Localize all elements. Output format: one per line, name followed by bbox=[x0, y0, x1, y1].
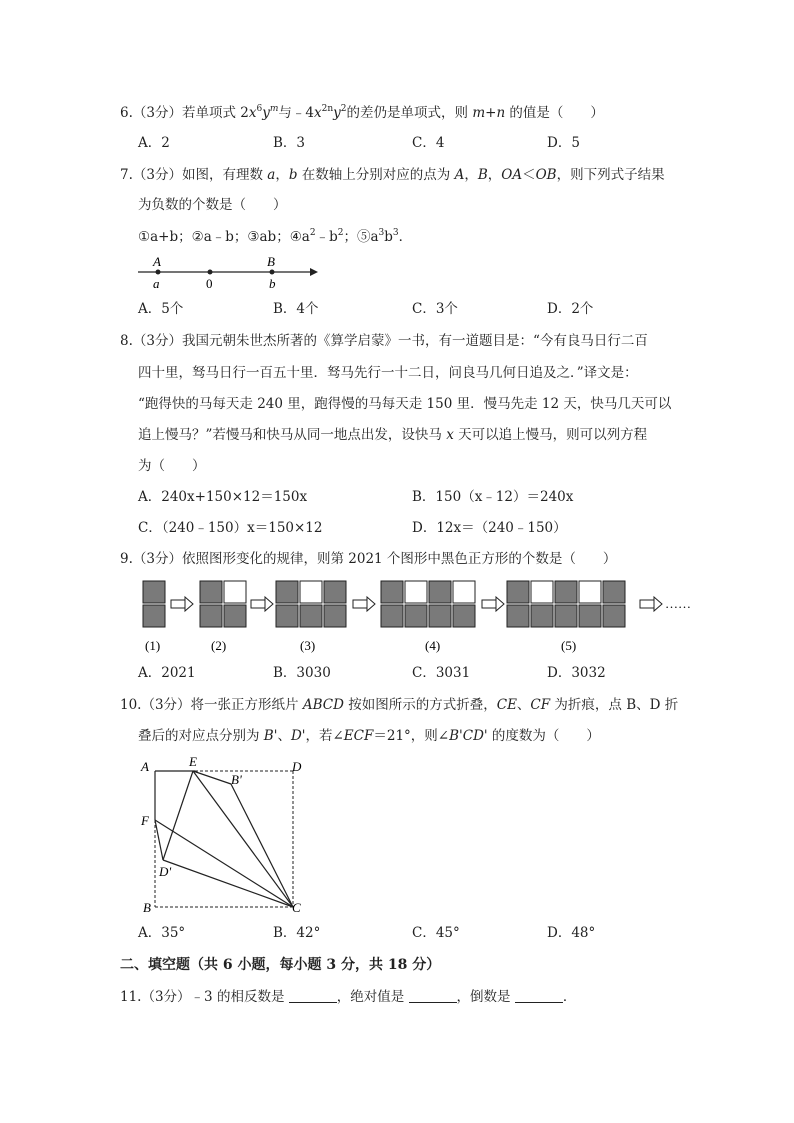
q10-stem-line1: 10.（3分）将一张正方形纸片 ABCD 按如图所示的方式折叠，CE、CF 为折痕，点 B、D 折 bbox=[120, 697, 679, 713]
q11-stem: 11.（3分）﹣3 的相反数是 ，绝对值是 ，倒数是 ． bbox=[120, 989, 577, 1005]
q8-stem-line5: 为（ ） bbox=[138, 458, 206, 474]
q8-option-b: B．150（x﹣12）＝240x bbox=[412, 489, 574, 505]
arrow-icon bbox=[171, 597, 193, 611]
blank-1[interactable] bbox=[289, 1002, 337, 1003]
label-A: A bbox=[153, 254, 161, 269]
label-B-prime: B' bbox=[231, 772, 242, 787]
point-a-dot bbox=[156, 270, 161, 275]
q7-expressions: ①a+b；②a﹣b；③ab；$④a^2﹣b^2$；$⑤a^3b^3$． bbox=[138, 228, 413, 245]
q10-stem-line2: 叠后的对应点分别为 B'、D'，若∠ECF＝21°，则∠B'CD' 的度数为（ ） bbox=[138, 728, 600, 744]
q9-stem-line1: 9.（3分）依照图形变化的规律，则第 2021 个图形中黑色正方形的个数是（ ） bbox=[120, 551, 617, 567]
label-A: A bbox=[141, 759, 149, 774]
pattern-label-2: (2) bbox=[211, 638, 227, 653]
q8-stem-line2: 四十里，驽马日行一百五十里．驽马先行一十二日，问良马几何日追及之．”译文是： bbox=[138, 365, 638, 381]
section-title: 二、填空题（共 6 小题，每小题 3 分，共 18 分） bbox=[120, 957, 441, 973]
blank-3[interactable] bbox=[515, 1002, 563, 1003]
q6-option-c: C．4 bbox=[412, 135, 445, 151]
q7-stem-line1: 7.（3分）如图，有理数 a，b 在数轴上分别对应的点为 A，B，OA＜OB，则下列式子结果 bbox=[120, 167, 665, 183]
label-F: F bbox=[141, 813, 149, 828]
pattern-label-1: (1) bbox=[145, 638, 161, 653]
arrow-icon bbox=[353, 597, 375, 611]
q8-option-d: D．12x＝（240﹣150） bbox=[412, 520, 567, 536]
arrow-icon bbox=[251, 597, 273, 611]
pattern-label-3: (3) bbox=[300, 638, 316, 653]
pattern-ellipsis: …… bbox=[665, 596, 691, 611]
pattern-figure-5 bbox=[507, 581, 625, 627]
q8-option-c: C．（240﹣150）x＝150×12 bbox=[138, 520, 323, 536]
arrow-icon bbox=[482, 597, 504, 611]
pattern-label-5: (5) bbox=[561, 638, 577, 653]
q9-option-b: B．3030 bbox=[273, 665, 331, 681]
q6-stem: 6.（3分）若单项式 $2x^6y^m$与$﹣4x^{2n}y^2$的差仍是单项式，则 m+n 的值是（ ） bbox=[120, 104, 604, 121]
label-C: C bbox=[292, 900, 301, 915]
q9-option-c: C．3031 bbox=[412, 665, 471, 681]
label-E: E bbox=[189, 754, 197, 769]
q7-option-a: A．5个 bbox=[138, 301, 184, 317]
q10-option-b: B．42° bbox=[273, 925, 321, 941]
label-D: D bbox=[292, 759, 302, 774]
q9-option-d: D．3032 bbox=[547, 665, 606, 681]
pattern-figure-2 bbox=[200, 581, 246, 627]
square-pattern-figure bbox=[135, 576, 700, 658]
pattern-figure-4 bbox=[381, 581, 475, 627]
q7-option-b: B．4个 bbox=[273, 301, 319, 317]
label-B: B bbox=[267, 254, 275, 269]
q8-option-a: A．240x+150×12＝150x bbox=[138, 489, 308, 505]
blank-2[interactable] bbox=[409, 1002, 457, 1003]
label-b: b bbox=[269, 276, 276, 291]
q8-stem-line1: 8.（3分）我国元朝朱世杰所著的《算学启蒙》一书，有一道题目是：“今有良马日行二百 bbox=[120, 333, 648, 349]
q6-option-d: D．5 bbox=[547, 135, 580, 151]
q8-stem-line4: 追上慢马？”若慢马和快马从同一地点出发，设快马 x 天可以追上慢马，则可以列方程 bbox=[138, 427, 648, 443]
point-zero-dot bbox=[208, 270, 213, 275]
q8-stem-line3: “跑得快的马每天走 240 里，跑得慢的马每天走 150 里．慢马先走 12 天，快马几天可以 bbox=[138, 396, 672, 412]
q9-option-a: A．2021 bbox=[138, 665, 196, 681]
point-b-dot bbox=[270, 270, 275, 275]
q7-option-c: C．3个 bbox=[412, 301, 458, 317]
label-zero: 0 bbox=[206, 276, 213, 291]
q7-option-d: D．2个 bbox=[547, 301, 594, 317]
pattern-label-4: (4) bbox=[425, 638, 441, 653]
q10-option-d: D．48° bbox=[547, 925, 596, 941]
label-a: a bbox=[153, 276, 160, 291]
q10-option-c: C．45° bbox=[412, 925, 460, 941]
label-D-prime: D' bbox=[159, 864, 172, 879]
q7-stem-line2: 为负数的个数是（ ） bbox=[138, 197, 287, 213]
q6-option-b: B．3 bbox=[273, 135, 306, 151]
q6-option-a: A．2 bbox=[138, 135, 170, 151]
arrow-icon bbox=[640, 597, 662, 611]
pattern-figure-3 bbox=[276, 581, 346, 627]
folded-square-figure bbox=[135, 752, 315, 917]
pattern-figure-1 bbox=[143, 581, 165, 627]
q10-option-a: A．35° bbox=[138, 925, 186, 941]
label-B: B bbox=[143, 900, 151, 915]
number-line-figure bbox=[130, 252, 330, 292]
